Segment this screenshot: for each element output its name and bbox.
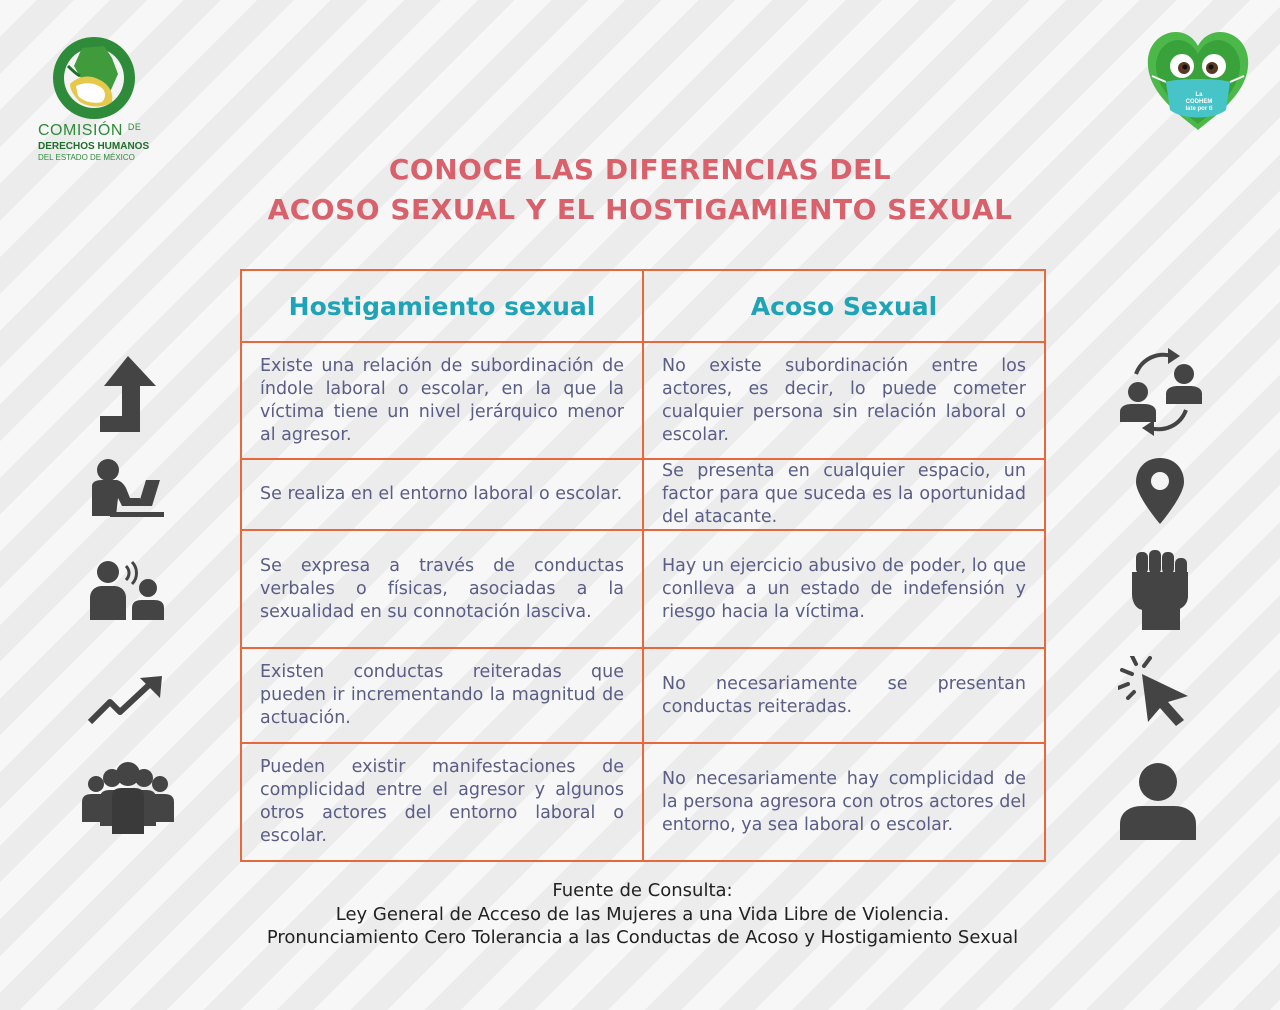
cell-hostigamiento: Se realiza en el entorno laboral o escolar. [241,459,643,530]
table-row [241,342,1045,459]
cell-acoso: Hay un ejercicio abusivo de poder, lo que conlleva a un estado de indefensión y riesgo hacia la víctima. [643,530,1045,648]
cursor-click-icon [1118,656,1192,728]
org-name-line1: COMISIÓN $^{DE}$ [38,122,142,139]
campaign-slogan: La CODHEM late por ti [1185,92,1213,112]
person-icon [1120,762,1196,840]
cell-acoso: No necesariamente se presentan conductas reiteradas. [643,648,1045,743]
cell-acoso: No necesariamente hay complicidad de la persona agresora con otros actores del entorno, ya sea laboral o escolar. [643,743,1045,861]
cell-acoso: Se presenta en cualquier espacio, un factor para que suceda es la oportunidad del atacante. [643,459,1045,530]
cell-hostigamiento: Existen conductas reiteradas que pueden ir incrementando la magnitud de actuación. [241,648,643,743]
cell-hostigamiento: Se expresa a través de conductas verbales o físicas, asociadas a la sexualidad en su connotación lasciva. [241,530,643,648]
table-row [241,743,1045,861]
campaign-heart-logo [1144,30,1252,134]
people-exchange-icon [1118,346,1204,436]
person-at-laptop-icon [90,458,164,520]
table-header-row [241,270,1045,342]
codhem-logo [36,36,156,162]
column-header-acoso: Acoso Sexual [643,270,1045,342]
raised-fist-icon [1130,550,1190,630]
group-of-people-icon [82,762,174,834]
cell-hostigamiento: Pueden existir manifestaciones de complicidad entre el agresor y algunos otros actores del entorno laboral o escolar. [241,743,643,861]
source-label: Fuente de Consulta: [552,880,733,901]
cell-acoso: No existe subordinación entre los actores, es decir, lo puede cometer cualquier persona sin relación laboral o escolar. [643,342,1045,459]
page-title [140,150,1140,230]
source-ref-1: Ley General de Acceso de las Mujeres a una Vida Libre de Violencia. [335,903,950,925]
org-name-line3: DEL ESTADO DE MÉXICO [38,153,135,162]
column-header-hostigamiento: Hostigamiento sexual [241,270,643,342]
source-ref-2: Pronunciamiento Cero Tolerancia a las Conductas de Acoso y Hostigamiento Sexual [266,927,1019,948]
codhem-seal-icon [52,36,136,120]
table-row [241,459,1045,530]
comparison-table [240,269,1046,862]
rising-trend-icon [88,676,164,726]
table-row [241,648,1045,743]
source-reference [140,879,1145,950]
cell-hostigamiento: Existe una relación de subordinación de índole laboral o escolar, en la que la víctima tiene un nivel jerárquico menor al agresor. [241,342,643,459]
table-row [241,530,1045,648]
speaking-to-person-icon [90,560,168,620]
hierarchy-arrow-icon [100,356,156,432]
org-name-line2: DERECHOS HUMANOS [38,141,150,152]
title-line-2: ACOSO SEXUAL Y EL HOSTIGAMIENTO SEXUAL [267,193,1013,226]
heart-mascot-icon [1144,30,1252,134]
title-line-1: CONOCE LAS DIFERENCIAS DEL [388,153,892,186]
location-pin-icon [1136,458,1184,524]
